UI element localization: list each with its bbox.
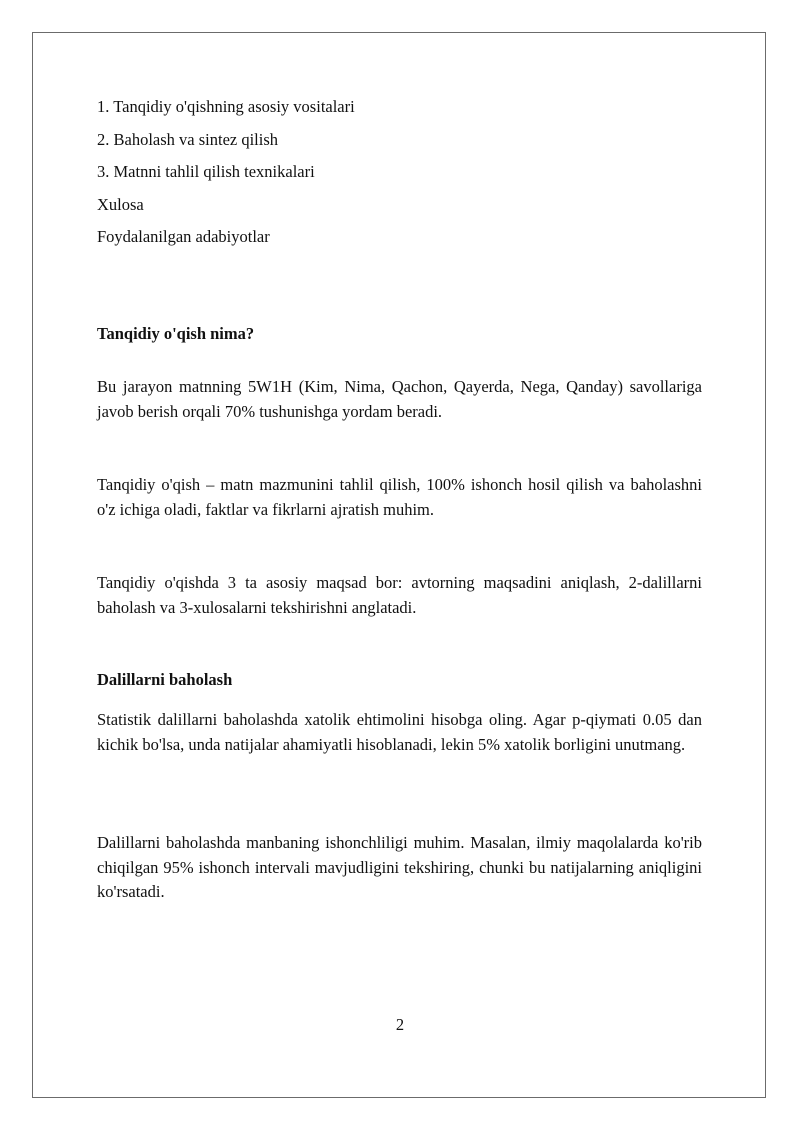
toc-item-3: 3. Matnni tahlil qilish texnikalari [97,162,315,181]
paragraph-5w1h: Bu jarayon matnning 5W1H (Kim, Nima, Qachon, Qayerda, Nega, Qanday) savollariga javob berish orqali 70% tushunishga yordam beradi. [97,377,702,421]
paragraph-statistics: Statistik dalillarni baholashda xatolik ehtimolini hisobga oling. Agar p-qiymati 0.05 dan kichik bo'lsa, unda natijalar ahamiyatli hisoblanadi, lekin 5% xatolik borligini unutmang. [97,710,702,754]
paragraph-definition: Tanqidiy o'qish – matn mazmunini tahlil qilish, 100% ishonch hosil qilish va baholashni o'z ichiga oladi, faktlar va fikrlarni ajratish muhim. [97,475,702,519]
toc-item-2: 2. Baholash va sintez qilish [97,129,279,149]
paragraph-source-reliability: Dalillarni baholashda manbaning ishonchliligi muhim. Masalan, ilmiy maqolalarda ko'rib chiqilgan 95% ishonch intervali mavjudligini tekshiring, chunki bu natijalarning aniqligini ko'rsatadi. [97,833,702,901]
toc-item-references: Foydalanilgan adabiyotlar [97,227,270,246]
section-heading-critical-reading: Tanqidiy o'qish nima? [97,324,255,343]
paragraph-goals: Tanqidiy o'qishda 3 ta asosiy maqsad bor: avtorning maqsadini aniqlash, 2-dalillarni baholash va 3-xulosalarni tekshirishni anglatadi. [97,573,702,617]
page-number: 2 [395,1015,405,1034]
section-heading-evidence: Dalillarni baholash [97,670,233,689]
toc-item-conclusion: Xulosa [97,194,144,214]
toc-item-1: 1. Tanqidiy o'qishning asosiy vositalari [97,97,355,116]
table-of-contents [97,96,702,259]
